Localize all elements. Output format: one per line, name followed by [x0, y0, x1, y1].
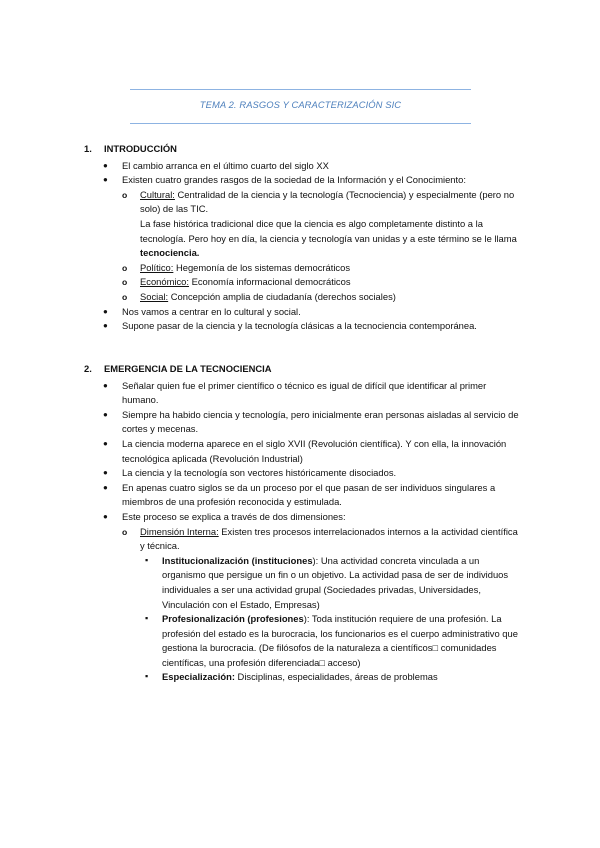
bullet-list — [84, 379, 524, 685]
list-item: ● Nos vamos a centrar en lo cultural y social. — [103, 305, 301, 317]
section-heading: 1. INTRODUCCIÓN — [84, 143, 177, 154]
header-bottom-rule — [130, 123, 471, 124]
list-item: ● La ciencia moderna aparece en el siglo XVII (Revolución científica). Y con ella, la innovación tecnológica aplicada (Revolución Industrial) — [103, 437, 507, 464]
list-item: ● Señalar quien fue el primer científico o técnico es igual de difícil que identificar al primer humano. — [103, 379, 487, 406]
paragraph: La fase histórica tradicional dice que la ciencia es algo completamente distinto a la tecnología. Pero hoy en día, la ciencia y tecnología van unidas y a este término se le llama tecnociencia. — [140, 217, 517, 259]
list-item-economico: o Económico: Economía informacional democráticos — [122, 276, 351, 288]
section-emergencia — [84, 362, 524, 685]
list-item-profesionalizacion: ▪ Profesionalización (profesiones): Toda institución requiere de una profesión. La profesión del estado es la burocracia, los funcionarios es el cuerpo administrativo que gestiona la burocracia. (De filósofos de la naturaleza a científicos□ comunidades científicas, una profesión diferenciada□ acceso) — [145, 613, 518, 668]
list-item: ● La ciencia y la tecnología son vectores históricamente disociados. — [103, 467, 397, 479]
list-item-cultural: o Cultural: Centralidad de la ciencia y la tecnología (Tecnociencia) y especialmente (pero no solo) de las TIC. La fase histórica tradicional dice que la ciencia es algo completamente distinto a la tecnología. Pero hoy en día, la ciencia y tecnología van unidas y a este término se le llama tecnociencia. — [122, 188, 524, 261]
list-item: ● En apenas cuatro siglos se da un proceso por el que pasan de ser individuos singulares a miembros de una profesión reconocida y estimulada. — [103, 481, 496, 508]
sub-list — [122, 525, 524, 686]
header-top-rule — [130, 89, 471, 90]
list-item-institucionalizacion: ▪ Institucionalización (instituciones): Una actividad concreta vinculada a un organismo que persigue un fin o un objetivo. La actividad pasa de ser de individuos individuales a ser una actividad grupal (Sociedades privadas, Universidades, Vinculación con el Estado, Empresas) — [145, 554, 509, 610]
section-heading: 2. EMERGENCIA DE LA TECNOCIENCIA — [84, 363, 272, 374]
list-item: ● Supone pasar de la ciencia y la tecnología clásicas a la tecnociencia contemporánea. — [103, 320, 477, 332]
sub-sub-list — [140, 554, 524, 685]
list-item: ● El cambio arranca en el último cuarto del siglo XX — [103, 159, 329, 171]
list-item-especializacion: ▪ Especialización: Disciplinas, especialidades, áreas de problemas — [145, 671, 438, 683]
list-item: ● Existen cuatro grandes rasgos de la sociedad de la Información y el Conocimiento: o Cultural: Centralidad de la ciencia y la tecnología (Tecnociencia) y especialmente (pero no solo) de las TIC. La fase histórica tradicional dice que la ciencia es algo completamente distinto a la tecnología. Pero hoy en día, la ciencia y tecnología van unidas y a este término se le llama tecnociencia. o Político: Hegemonía de los sistemas democráticos o Económico: Economía informacional democráticos o Social: Concepción amplia de ciudadanía (derechos sociales) — [84, 173, 524, 304]
list-item-social: o Social: Concepción amplia de ciudadanía (derechos sociales) — [122, 290, 396, 302]
section-introduccion — [84, 142, 524, 334]
sub-list — [122, 188, 524, 305]
bullet-list — [84, 159, 524, 334]
document-title: TEMA 2. RASGOS Y CARACTERIZACIÓN SIC — [199, 99, 402, 110]
list-item: ● Siempre ha habido ciencia y tecnología, pero inicialmente eran personas aisladas al servicio de cortes y mecenas. — [103, 408, 519, 435]
list-item: ● Este proceso se explica a través de dos dimensiones: o Dimensión Interna: Existen tres procesos interrelacionados internos a la actividad científica y técnica. ▪ Institucionalización (instituciones): Una actividad concreta vinculada a un organismo que persigue un fin o un objetivo. La actividad pasa de ser de individuos individuales a ser una actividad grupal (Sociedades privadas, Universidades, Vinculación con el Estado, Empresas) ▪ Profesionalización (profesiones): Toda institución requiere de una profesión. La profesión del estado es la burocracia, los funcionarios es el cuerpo administrativo que gestiona la burocracia. (De filósofos de la naturaleza a científicos□ comunidades científicas, una profesión diferenciada□ acceso) ▪ Especialización: Disciplinas, especialidades, áreas de problemas — [84, 510, 524, 685]
list-item-politico: o Político: Hegemonía de los sistemas democráticos — [122, 261, 351, 273]
list-item-dimension-interna: o Dimensión Interna: Existen tres procesos interrelacionados internos a la actividad científica y técnica. ▪ Institucionalización (instituciones): Una actividad concreta vinculada a un organismo que persigue un fin o un objetivo. La actividad pasa de ser de individuos individuales a ser una actividad grupal (Sociedades privadas, Universidades, Vinculación con el Estado, Empresas) ▪ Profesionalización (profesiones): Toda institución requiere de una profesión. La profesión del estado es la burocracia, los funcionarios es el cuerpo administrativo que gestiona la burocracia. (De filósofos de la naturaleza a científicos□ comunidades científicas, una profesión diferenciada□ acceso) ▪ Especialización: Disciplinas, especialidades, áreas de problemas — [122, 525, 524, 686]
